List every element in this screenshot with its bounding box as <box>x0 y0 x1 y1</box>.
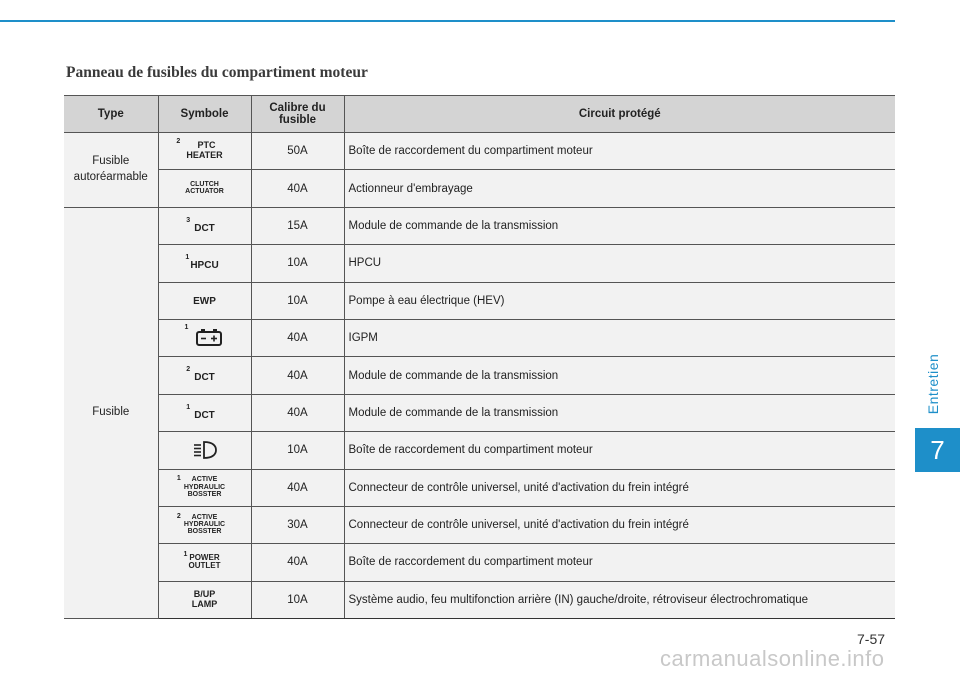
section-side-label: Entretien <box>925 353 941 415</box>
table-row <box>64 432 895 469</box>
fuse-rating: 10A <box>251 282 344 319</box>
fuse-rating: 50A <box>251 133 344 170</box>
table-row <box>64 319 895 356</box>
fuse-symbol: 1 ACTIVE HYDRAULIC BOSSTER <box>158 469 251 506</box>
top-rule <box>0 20 895 22</box>
fuse-symbol: CLUTCH ACTUATOR <box>158 170 251 207</box>
fuse-rating: 10A <box>251 581 344 618</box>
header-circuit: Circuit protégé <box>344 96 895 133</box>
fuse-symbol: 2 DCT <box>158 357 251 394</box>
protected-circuit: IGPM <box>344 319 895 356</box>
table-row <box>64 170 895 207</box>
watermark-bottom: carmanualsonline.info <box>660 646 885 671</box>
fuse-rating: 40A <box>251 319 344 356</box>
table-row <box>64 282 895 319</box>
protected-circuit: Module de commande de la transmission <box>344 357 895 394</box>
fuse-rating: 40A <box>251 469 344 506</box>
header-type: Type <box>64 96 158 133</box>
table-row <box>64 469 895 506</box>
fuse-rating: 30A <box>251 506 344 543</box>
headlamp-icon <box>192 440 218 460</box>
fuse-symbol: 1 POWER OUTLET <box>158 544 251 581</box>
fuse-rating: 40A <box>251 544 344 581</box>
protected-circuit: Boîte de raccordement du compartiment moteur <box>344 133 895 170</box>
chapter-number-badge: 7 <box>915 428 960 472</box>
table-header-row <box>64 96 895 133</box>
header-rating: Calibre du fusible <box>251 96 344 133</box>
type-fuse: Fusible <box>64 207 158 618</box>
protected-circuit: Actionneur d'embrayage <box>344 170 895 207</box>
fuse-symbol: 1 DCT <box>158 394 251 431</box>
type-resettable-fuse: Fusible autoréarmable <box>64 133 158 208</box>
fuse-symbol: 3 DCT <box>158 207 251 244</box>
fuse-rating: 10A <box>251 245 344 282</box>
protected-circuit: Boîte de raccordement du compartiment moteur <box>344 432 895 469</box>
page-title: Panneau de fusibles du compartiment moteur <box>66 64 368 81</box>
protected-circuit: Pompe à eau électrique (HEV) <box>344 282 895 319</box>
fuse-table <box>64 95 895 619</box>
table-row <box>64 133 895 170</box>
protected-circuit: Module de commande de la transmission <box>344 207 895 244</box>
fuse-symbol: EWP <box>158 282 251 319</box>
protected-circuit: Boîte de raccordement du compartiment moteur <box>344 544 895 581</box>
table-row <box>64 581 895 618</box>
protected-circuit: Connecteur de contrôle universel, unité d'activation du frein intégré <box>344 469 895 506</box>
fuse-rating: 40A <box>251 357 344 394</box>
header-symbol: Symbole <box>158 96 251 133</box>
table-row <box>64 245 895 282</box>
table-row <box>64 394 895 431</box>
table-row <box>64 544 895 581</box>
protected-circuit: Module de commande de la transmission <box>344 394 895 431</box>
fuse-rating: 15A <box>251 207 344 244</box>
battery-icon <box>195 328 223 346</box>
fuse-rating: 40A <box>251 394 344 431</box>
page-number: 7-57 <box>857 631 886 647</box>
fuse-symbol: 2 ACTIVE HYDRAULIC BOSSTER <box>158 506 251 543</box>
fuse-symbol: 1 HPCU <box>158 245 251 282</box>
table-row <box>64 506 895 543</box>
fuse-rating: 40A <box>251 170 344 207</box>
table-row <box>64 207 895 244</box>
protected-circuit: Connecteur de contrôle universel, unité d'activation du frein intégré <box>344 506 895 543</box>
fuse-symbol <box>158 432 251 469</box>
fuse-symbol: B/UP LAMP <box>158 581 251 618</box>
protected-circuit: HPCU <box>344 245 895 282</box>
table-row <box>64 357 895 394</box>
fuse-rating: 10A <box>251 432 344 469</box>
fuse-symbol: 1 <box>158 319 251 356</box>
protected-circuit: Système audio, feu multifonction arrière (IN) gauche/droite, rétroviseur électrochromatique <box>344 581 895 618</box>
fuse-symbol: 2 PTC HEATER <box>158 133 251 170</box>
